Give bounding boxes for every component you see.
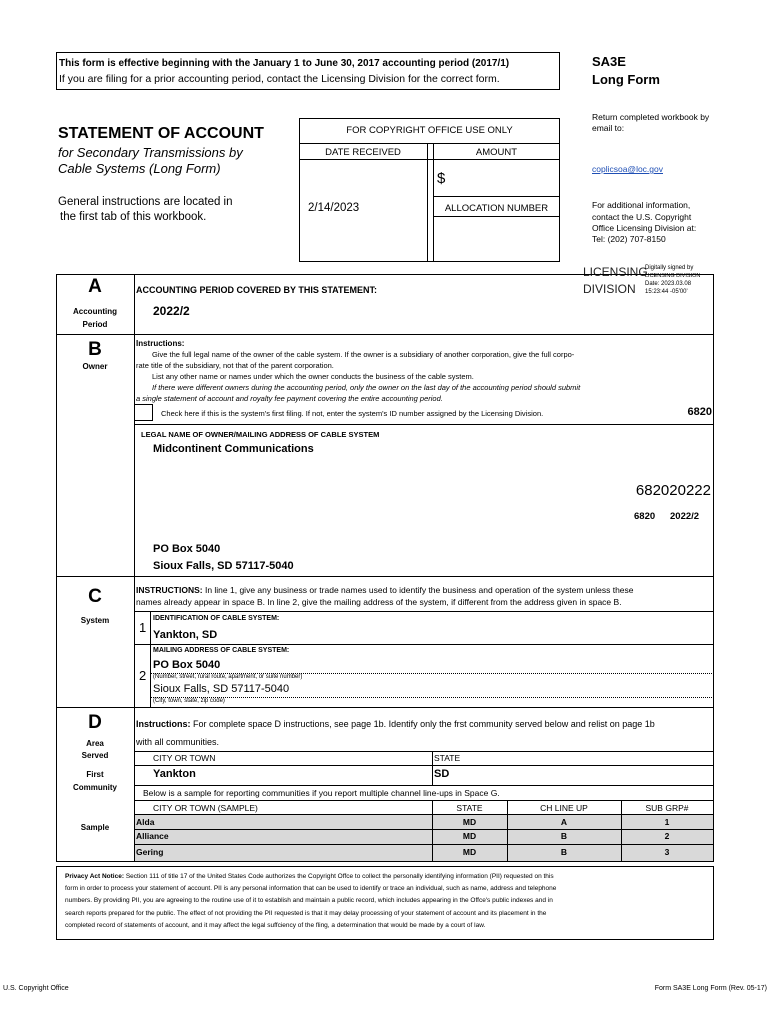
form-right-border: [713, 274, 714, 862]
divider: [56, 334, 713, 335]
cable-system-name: Yankton, SD: [153, 629, 218, 641]
cable-system-mailing-label: MAILING ADDRESS OF CABLE SYSTEM:: [153, 647, 290, 654]
privacy-notice-heading: Privacy Act Notice:: [65, 873, 125, 880]
privacy-text-3: numbers. By providing PII, you are agreeing to the routine use of it to establish and maintain a public record, which includes appearing in the Offce's public indexes and in: [65, 897, 553, 905]
divider: [134, 844, 713, 845]
sample-row-3-lineup: B: [560, 847, 568, 857]
space-b-instruction-3: List any other name or names under which the owner conducts the business of the cable system.: [152, 372, 474, 381]
cable-system-id-label: IDENTIFICATION OF CABLE SYSTEM:: [153, 615, 280, 622]
general-instructions-2: the first tab of this workbook.: [60, 211, 207, 223]
space-d-letter: D: [88, 712, 102, 733]
divider: [433, 196, 560, 197]
space-b-instruction-5: a single statement of account and royalty fee payment covering the entire accounting period.: [136, 394, 443, 403]
divider: [299, 159, 560, 160]
city-hint: (City, town, state, zip code): [153, 698, 225, 704]
office-use-heading: FOR COPYRIGHT OFFICE USE ONLY: [346, 125, 513, 136]
sample-row-1-subgrp: 1: [664, 817, 670, 827]
state-label: STATE: [434, 753, 461, 763]
owner-address-line-2: Sioux Falls, SD 57117-5040: [153, 560, 294, 572]
sample-row-3-city: Gering: [136, 847, 164, 857]
line-1-number: 1: [139, 620, 147, 635]
sample-row-2-subgrp: 2: [664, 831, 670, 841]
space-a-letter: A: [88, 276, 102, 297]
sample-header-state: STATE: [456, 803, 483, 813]
amount-label: AMOUNT: [475, 147, 518, 158]
sample-note: Below is a sample for reporting communities if you report multiple channel line-ups in Space G.: [143, 788, 500, 798]
space-b-instructions-heading: Instructions:: [136, 339, 185, 348]
space-b-letter: B: [88, 339, 102, 360]
owner-code-id: 6820: [634, 511, 656, 522]
space-c-letter: C: [88, 586, 102, 607]
space-d-instructions-2: with all communities.: [136, 737, 220, 747]
first-filing-checkbox[interactable]: [134, 404, 153, 421]
space-b-label: Owner: [82, 362, 108, 371]
space-b-instruction-4: If there were different owners during the accounting period, only the owner on the last day of the accounting period should submit: [152, 383, 581, 392]
allocation-number-label: ALLOCATION NUMBER: [444, 203, 549, 214]
telephone: Tel: (202) 707-8150: [592, 234, 666, 244]
signature-name-1: LICENSING: [583, 265, 648, 279]
space-d-instructions-text: For complete space D instructions, see page 1b. Identify only the frst community served below and relist on page 1b: [190, 719, 655, 729]
street-hint: (Number, street, rural route, apartment, or suite number): [153, 674, 303, 680]
space-c-instructions: [136, 584, 711, 608]
divider: [134, 829, 713, 830]
space-d-instructions-heading: Instructions:: [136, 719, 191, 729]
divider: [433, 216, 560, 217]
form-bottom-border: [56, 861, 713, 862]
divider: [134, 424, 713, 425]
space-b-instruction-2: rate title of the subsidiary, not that of the parent corporation.: [136, 361, 334, 370]
column-divider: [134, 274, 135, 862]
system-id-number: 6820: [687, 406, 712, 418]
sample-row-3-state: MD: [462, 847, 477, 857]
first-community-label-2: Community: [73, 783, 117, 792]
effective-notice-line2: If you are filing for a prior accounting period, contact the Licensing Division for the correct form.: [59, 73, 500, 85]
space-d-instructions: [136, 719, 655, 729]
sample-row-1-lineup: A: [560, 817, 568, 827]
additional-info: For additional information, contact the U.S. Copyright Office Licensing Division at:: [592, 200, 697, 233]
footer-right: Form SA3E Long Form (Rev. 05-17): [654, 985, 767, 992]
privacy-text-4: search reports prepared for the public. The effect of not providing the PII requested is that it may delay processing of your statement of account and its placement in the: [65, 909, 547, 917]
sample-label: Sample: [80, 823, 110, 832]
sample-row-3-subgrp: 3: [664, 847, 670, 857]
accounting-period-heading: ACCOUNTING PERIOD COVERED BY THIS STATEMENT:: [136, 285, 378, 295]
legal-name-label: LEGAL NAME OF OWNER/MAILING ADDRESS OF CABLE SYSTEM: [141, 430, 380, 439]
email-link[interactable]: coplicsoa@loc.gov: [592, 164, 663, 174]
divider: [134, 611, 713, 612]
divider: [150, 611, 151, 707]
return-instructions: Return completed workbook by email to:: [592, 112, 710, 133]
sample-header-city: CITY OR TOWN (SAMPLE): [153, 803, 258, 813]
space-c-instructions-text-1: In line 1, give any business or trade names used to identify the business and operation of the system unless these: [202, 585, 634, 595]
sample-row-2-city: Alliance: [136, 831, 169, 841]
first-filing-text: Check here if this is the system's first filing. If not, enter the system's ID number assigned by the Licensing Division.: [161, 409, 544, 418]
sample-header-lineup: CH LINE UP: [540, 803, 588, 813]
amount-symbol: $: [437, 170, 446, 187]
space-a-label-1: Accounting: [73, 307, 117, 316]
sample-row-1-city: Alda: [136, 817, 155, 827]
signature-detail-3: Date: 2023.03.08: [645, 281, 692, 287]
city-label: CITY OR TOWN: [153, 753, 216, 763]
signature-detail-2: LICENSING DIVISION: [645, 273, 701, 279]
privacy-text-1: Section 111 of title 17 of the United States Code authorizes the Copyright Offce to collect the personally identifying information (PII) requested on this: [124, 873, 554, 880]
space-c-instructions-heading: INSTRUCTIONS:: [136, 585, 203, 595]
mailing-street: PO Box 5040: [153, 659, 221, 671]
divider: [427, 143, 428, 262]
space-c-instructions-text-2: names already appear in space B. In line 2, give the mailing address of the system, if different from the address given in space B.: [136, 597, 622, 607]
divider: [56, 576, 713, 577]
page-title: STATEMENT OF ACCOUNT: [58, 125, 264, 142]
sample-header-subgrp: SUB GRP#: [645, 803, 689, 813]
signature-detail-4: 15:23:44 -05'00': [645, 289, 688, 295]
footer-left: U.S. Copyright Office: [3, 985, 69, 992]
divider: [134, 765, 713, 766]
page-subtitle-2: Cable Systems (Long Form): [58, 161, 221, 176]
space-b-instruction-1: Give the full legal name of the owner of the cable system. If the owner is a subsidiary of another corporation, give the full corpo-: [152, 350, 575, 359]
divider: [150, 697, 712, 698]
mailing-city: Sioux Falls, SD 57117-5040: [153, 683, 290, 695]
divider: [134, 785, 713, 786]
privacy-notice: [65, 871, 710, 932]
office-use-box: [299, 118, 560, 262]
privacy-text-5: completed record of statements of account, and it may affect the legal suffciency of the fling, a determination that would be made by a court of law.: [65, 921, 486, 929]
divider: [134, 644, 713, 645]
owner-code-period: 2022/2: [670, 511, 700, 522]
first-community-label-1: First: [86, 770, 104, 779]
line-2-number: 2: [139, 668, 147, 683]
sample-row-2-lineup: B: [560, 831, 568, 841]
form-code: SA3E: [592, 54, 626, 69]
signature-detail-1: Digitally signed by: [645, 265, 694, 271]
divider: [56, 707, 713, 708]
divider: [134, 751, 713, 752]
sample-row-1-state: MD: [462, 817, 477, 827]
form-type: Long Form: [592, 72, 660, 87]
effective-notice-line1: This form is effective beginning with the January 1 to June 30, 2017 accounting period (2017/1): [59, 58, 510, 69]
first-community-state: SD: [434, 768, 450, 780]
owner-address-line-1: PO Box 5040: [153, 543, 221, 555]
space-d-label-2: Served: [81, 751, 109, 760]
page-subtitle-1: for Secondary Transmissions by: [58, 145, 243, 160]
space-d-label-1: Area: [86, 739, 104, 748]
sample-row-2-state: MD: [462, 831, 477, 841]
space-c-label: System: [80, 616, 110, 625]
first-community-city: Yankton: [153, 768, 196, 780]
owner-code: 682020222: [635, 482, 711, 499]
owner-name: Midcontinent Communications: [153, 443, 314, 455]
accounting-period-value: 2022/2: [153, 304, 190, 318]
divider: [299, 143, 560, 144]
general-instructions-1: General instructions are located in: [58, 196, 233, 208]
form-top-border: [56, 274, 713, 275]
signature-name-2: DIVISION: [583, 282, 636, 296]
date-received-label: DATE RECEIVED: [325, 147, 401, 158]
divider: [432, 751, 433, 785]
privacy-text-2: form in order to process your statement of account. PII is any personal information that can be used to identify or trace an individual, such as name, address and telephone: [65, 885, 557, 893]
space-a-label-2: Period: [82, 320, 108, 329]
divider: [134, 800, 713, 801]
date-received-value: 2/14/2023: [308, 202, 360, 214]
